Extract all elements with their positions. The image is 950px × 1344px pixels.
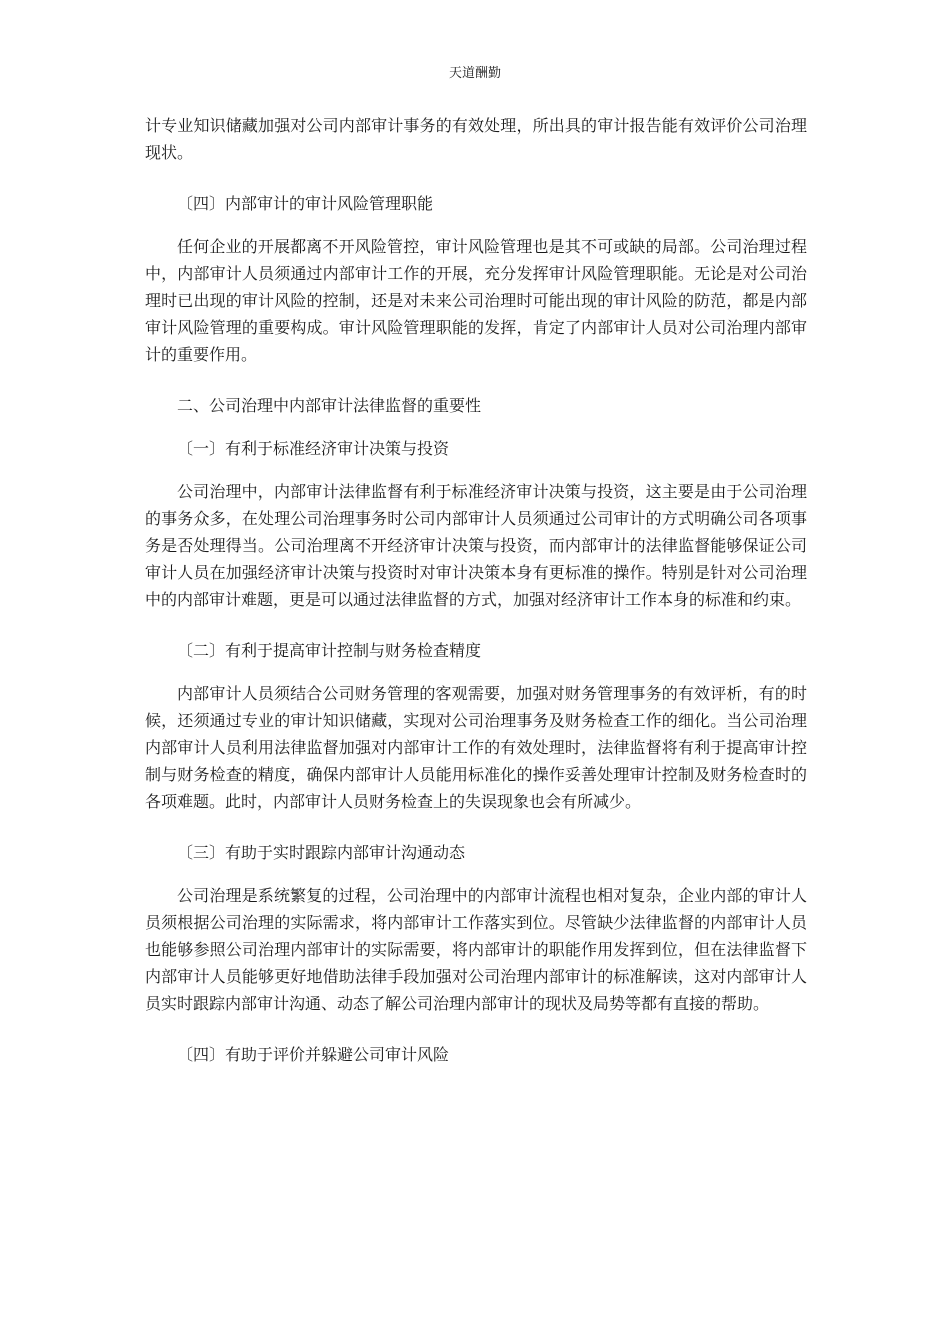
paragraph-audit-risk: 任何企业的开展都离不开风险管控，审计风险管理也是其不可或缺的局部。公司治理过程中，内部审计人员须通过内部审计工作的开展，充分发挥审计风险管理职能。无论是对公司治理时已出现的审计风险的控制，还是对未来公司治理时可能出现的审计风险的防范，都是内部审计风险管理的重要构成。审计风险管理职能的发挥，肯定了内部审计人员对公司治理内部审计的重要作用。: [145, 237, 807, 364]
paragraph-economic-decision: 公司治理中，内部审计法律监督有利于标准经济审计决策与投资，这主要是由于公司治理的事务众多，在处理公司治理事务时公司内部审计人员须通过公司审计的方式明确公司各项事务是否处理得当。公司治理离不开经济审计决策与投资，而内部审计的法律监督能够保证公司审计人员在加强经济审计决策与投资时对审计决策本身有更标准的操作。特别是针对公司治理中的内部审计难题，更是可以通过法律监督的方式，加强对经济审计工作本身的标准和约束。: [145, 482, 807, 609]
paragraph-communication-tracking: 公司治理是系统繁复的过程，公司治理中的内部审计流程也相对复杂，企业内部的审计人员须根据公司治理的实际需求，将内部审计工作落实到位。尽管缺少法律监督的内部审计人员也能够参照公司治理内部审计的实际需要，将内部审计的职能作用发挥到位，但在法律监督下内部审计人员能够更好地借助法律手段加强对公司治理内部审计的标准解读，这对内部审计人员实时跟踪内部审计沟通、动态了解公司治理内部审计的现状及局势等都有直接的帮助。: [145, 886, 807, 1013]
section-heading-risk-avoidance: 〔四〕有助于评价并躲避公司审计风险: [177, 1045, 450, 1064]
section-heading-communication-tracking: 〔三〕有助于实时跟踪内部审计沟通动态: [177, 843, 466, 862]
section-heading-economic-decision: 〔一〕有利于标准经济审计决策与投资: [177, 439, 450, 458]
paragraph-continued: 计专业知识储藏加强对公司内部审计事务的有效处理，所出具的审计报告能有效评价公司治理现状。: [145, 116, 807, 162]
section-heading-audit-risk-function: 〔四〕内部审计的审计风险管理职能: [177, 194, 434, 213]
chapter-heading-legal-supervision: 二、公司治理中内部审计法律监督的重要性: [177, 396, 482, 415]
page-header: 天道酬勤: [448, 66, 501, 81]
paragraph-audit-control: 内部审计人员须结合公司财务管理的客观需要，加强对财务管理事务的有效评析，有的时候，还须通过专业的审计知识储藏，实现对公司治理事务及财务检查工作的细化。当公司治理内部审计人员利用法律监督加强对内部审计工作的有效处理时，法律监督将有利于提高审计控制与财务检查的精度，确保内部审计人员能用标准化的操作妥善处理审计控制及财务检查时的各项难题。此时，内部审计人员财务检查上的失误现象也会有所减少。: [145, 684, 807, 811]
document-body: [145, 112, 807, 1068]
section-heading-audit-control: 〔二〕有利于提高审计控制与财务检查精度: [177, 641, 482, 660]
